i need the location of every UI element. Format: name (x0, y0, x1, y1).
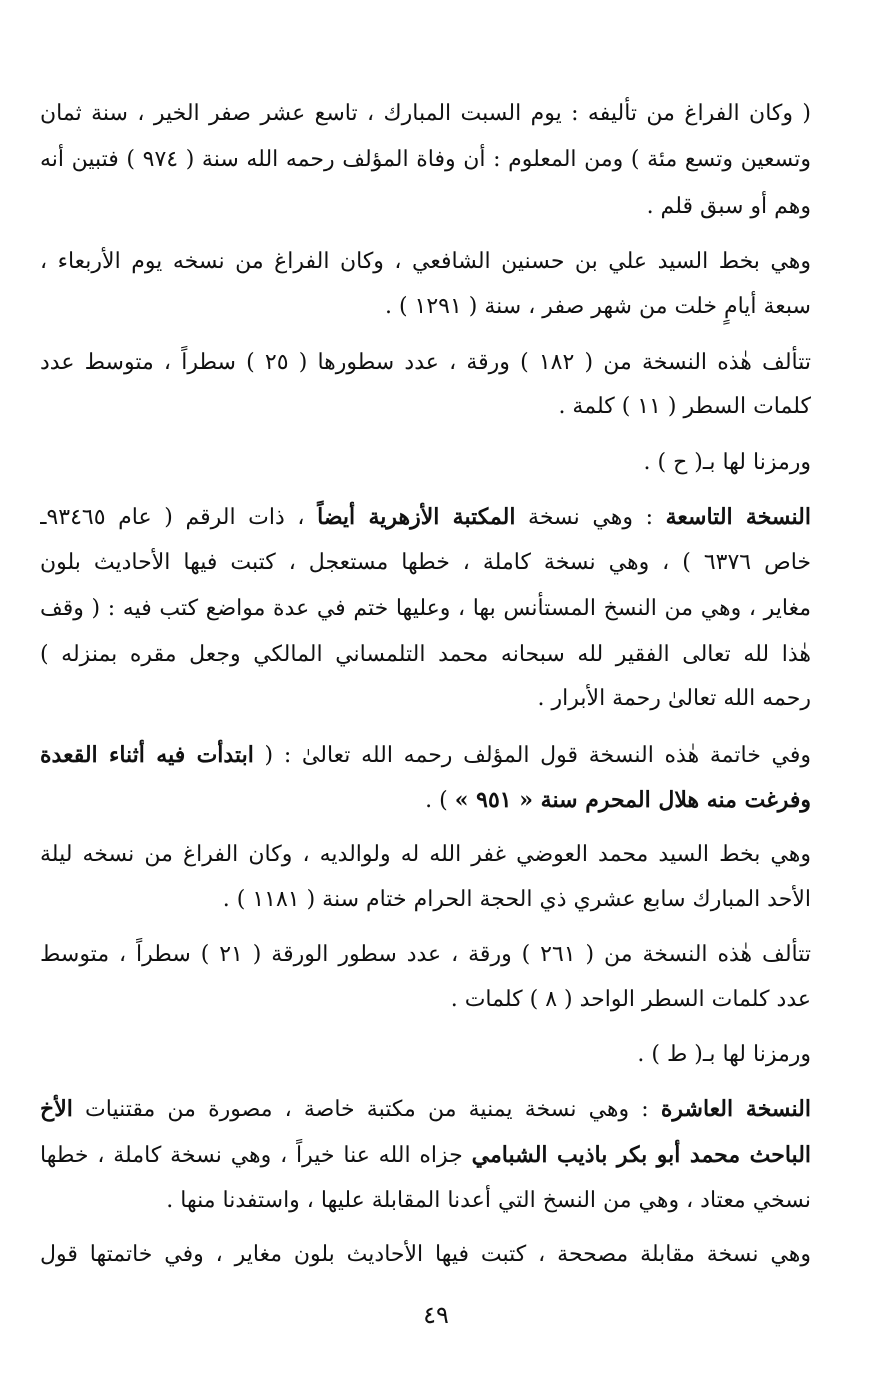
text-run: وهي بخط السيد علي بن حسنين الشافعي ، وكان الفراغ من نسخه يوم الأربعاء ، (40, 249, 811, 274)
text-run: نسخي معتاد ، وهي من النسخ التي أعدنا المقابلة عليها ، واستفدنا منها . (166, 1188, 811, 1213)
text-line (40, 1035, 811, 1075)
text-run: خاص ٦٣٧٦ ) ، وهي نسخة كاملة ، خطها مستعجل ، كتبت فيها الأحاديث بلون (40, 550, 811, 575)
text-run: ( وكان الفراغ من تأليفه : يوم السبت المبارك ، تاسع عشر صفر الخير ، سنة ثمان (40, 101, 811, 126)
text-run: وتسعين وتسع مئة ) ومن المعلوم : أن وفاة المؤلف رحمه الله سنة ( ٩٧٤ ) فتبين أنه (40, 147, 811, 172)
text-run: : وهي نسخة (515, 505, 666, 530)
text-line (40, 287, 811, 327)
bold-text-run: الباحث محمد أبو بكر باذيب الشبامي (471, 1142, 811, 1168)
text-run: تتألف هٰذه النسخة من ( ٢٦١ ) ورقة ، عدد سطور الورقة ( ٢١ ) سطراً ، متوسط (40, 942, 811, 967)
text-line (40, 780, 811, 820)
text-line (40, 543, 811, 583)
text-line (40, 735, 811, 775)
text-run: رحمه الله تعالىٰ رحمة الأبرار . (537, 686, 811, 711)
text-line (40, 1181, 811, 1221)
text-line (40, 443, 811, 483)
text-run: هٰذا لله تعالى الفقير لله سبحانه محمد التلمساني المالكي وجعل مقره بمنزله ) (40, 642, 811, 667)
text-run: وهي بخط السيد محمد العوضي غفر الله له ولوالديه ، وكان الفراغ من نسخه ليلة (40, 842, 811, 867)
text-run: وهم أو سبق قلم . (646, 194, 811, 219)
text-line (40, 589, 811, 629)
bold-text-run: المكتبة الأزهرية أيضاً (317, 504, 516, 530)
text-run: ورمزنا لها بـ( ح ) . (643, 450, 811, 475)
bold-text-run: الأخ (40, 1096, 73, 1122)
text-run: كلمات السطر ( ١١ ) كلمة . (558, 394, 811, 419)
bold-text-run: وفرغت منه هلال المحرم سنة « ٩٥١ » (454, 787, 811, 813)
text-line (40, 140, 811, 180)
text-run: الأحد المبارك سابع عشري ذي الحجة الحرام ختام سنة ( ١١٨١ ) . (222, 887, 811, 912)
text-line (40, 880, 811, 920)
text-line (40, 497, 811, 537)
text-run: تتألف هٰذه النسخة من ( ١٨٢ ) ورقة ، عدد سطورها ( ٢٥ ) سطراً ، متوسط عدد (40, 350, 811, 375)
text-line (40, 679, 811, 719)
text-line (40, 935, 811, 975)
text-run: مغاير ، وهي من النسخ المستأنس بها ، وعليها ختم في عدة مواضع كتب فيه : ( وقف (40, 596, 811, 621)
text-line (40, 1135, 811, 1175)
text-run: ، ذات الرقم ( عام ٩٣٤٦٥ـ (40, 505, 318, 530)
text-line (40, 1235, 811, 1275)
page-number: ٤٩ (423, 1301, 449, 1329)
text-line (40, 343, 811, 383)
text-run: وهي نسخة مقابلة مصححة ، كتبت فيها الأحاديث بلون مغاير ، وفي خاتمتها قول (40, 1242, 811, 1267)
text-run: جزاه الله عنا خيراً ، وهي نسخة كاملة ، خطها (40, 1143, 472, 1168)
text-line (40, 1089, 811, 1129)
text-run: ورمزنا لها بـ( ط ) . (637, 1042, 811, 1067)
bold-text-run: النسخة العاشرة (660, 1096, 811, 1122)
text-line (40, 94, 811, 134)
text-line (40, 835, 811, 875)
bold-text-run: ابتدأت فيه أثناء القعدة (40, 742, 254, 768)
text-line (40, 187, 811, 227)
text-run: سبعة أيامٍ خلت من شهر صفر ، سنة ( ١٢٩١ ) . (384, 294, 811, 319)
bold-text-run: النسخة التاسعة (665, 504, 811, 530)
text-run: ) . (425, 788, 455, 813)
text-line (40, 242, 811, 282)
text-run: : وهي نسخة يمنية من مكتبة خاصة ، مصورة من مقتنيات (72, 1097, 661, 1122)
text-run: وفي خاتمة هٰذه النسخة قول المؤلف رحمه الله تعالىٰ : ( (253, 743, 811, 768)
text-line (40, 980, 811, 1020)
text-run: عدد كلمات السطر الواحد ( ٨ ) كلمات . (450, 987, 811, 1012)
text-line (40, 387, 811, 427)
text-line (40, 635, 811, 675)
